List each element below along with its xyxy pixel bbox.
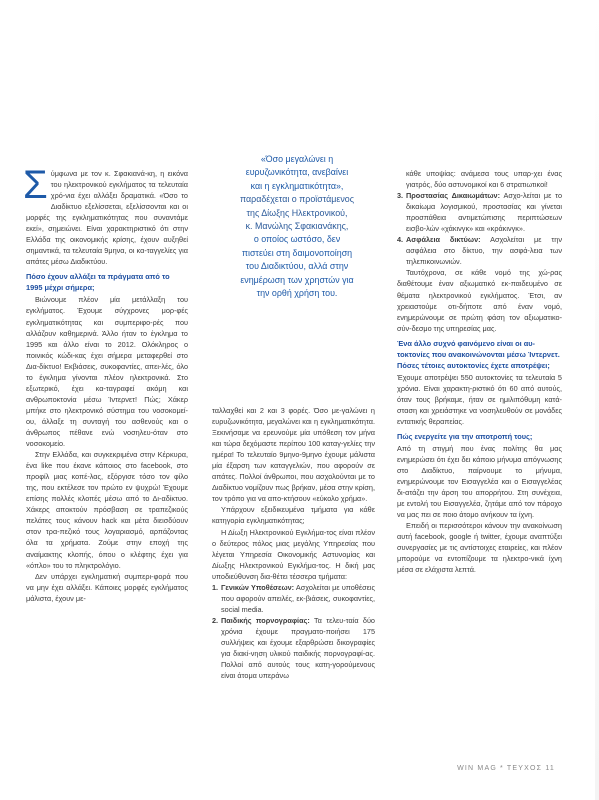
issue-label: ΤΕΥΧΟΣ xyxy=(506,765,543,772)
body-paragraph: Δεν υπάρχει εγκληματική συμπερι-φορά που να μην έχει αλλάξει. Κάποιες μορφές εγκλήματος μάλιστα, έχουν με- xyxy=(26,571,188,603)
department-list-item xyxy=(212,615,375,681)
page-number: 11 xyxy=(545,765,555,772)
list-text: Ασχολείται με την ασφάλεια στο δίκτυο, την ασφά-λεια των τηλεπικοινωνιών. xyxy=(406,235,562,267)
list-label: Προστασίας Δικαιωμάτων: xyxy=(406,191,501,201)
department-list-item xyxy=(212,582,375,615)
question-heading: Ένα άλλο συχνό φαινόμενο είναι οι αυ-τοκτονίες που ανακοινώνονται μέσω Ίντερνετ. Πόσες τέτοιες αυτοκτονίες έχετε αποτρέψει; xyxy=(397,338,560,370)
pull-quote-line: ευρυζωνικότητα, ανεβαίνει xyxy=(245,167,349,178)
list-text: Ασχολείται με υποθέσεις που αφορούν απειλές, εκ-βιάσεις, συκοφαντίες, social media. xyxy=(221,582,376,614)
body-paragraph: ταλλαχθεί και 2 και 3 φορές. Όσο με-γαλώνει η ευρυζωνικότητα, μεγαλώνει και η εγκληματικότητα. Ξεκινήσαμε να ερευνούμε μία υπόθεση τον μήνα και τώρα δεχόμαστε περίπου 100 καταγ-γελίες την ημέρα! Το τελευταίο 9μηνο-9μηνο έχουμε μάλιστα μία έξαρση των καταγγελιών, που αφορούν σε απάτες. Πολλοί άνθρωποι, που ασχολούνται με το Διαδίκτυο νομίζουν πως βρήκαν, μέσα στην κρίση, τον τρόπο για να απο-κτήσουν «εύκολο χρήμα». xyxy=(212,406,375,504)
body-paragraph: Η Δίωξη Ηλεκτρονικού Εγκλήμα-τος είναι πλέον ο δεύτερος πόλος μιας μεγάλης Υπηρεσίας που λέγεται Υπηρεσία Οικονομικής Αστυνομίας και Δίωξης Ηλεκτρονικού Εγκλήμα-τος. Η δική μας υποδιεύθυνση δια-θέτει τέσσερα τμήματα: xyxy=(212,527,375,581)
list-text: Ασχο-λείται με το δικαίωμα λογισμικού, προστασίας και γίνεται προσπάθεια αντιμετώπισης περιπτώσεων εισβο-λών «χάκινγκ» και «κράκινγκ». xyxy=(406,191,562,234)
body-paragraph: Βιώνουμε πλέον μία μετάλλαξη του εγκλήματος. Έχουμε σύγχρονες μορ-φές εγκληματικότητας και συμπεριφο-ρές που αλλάζουν καθημερινά. Άλλο ήταν το έγκλημα το 1995 και άλλο είναι το 2012. Ολόκληρος ο ποινικός κώδι-κας έχει σήμερα μεταφερθεί στο Δια-δίκτυο! Εκβιάσεις, συκοφαντίες, απει-λές, όλο το έγκλημα γίνονται πλέον ηλεκτρονικά. Στο εξωτερικό, έχει κα-ταγραφεί ακόμη και ανθρωποκτονία μέσω Ίντερνετ! Πώς; Χάκερ μπήκε στο ηλεκτρονικό σύστημα του νοσοκομεί-ου, άλλαξε τη συνταγή του ασθενούς και ο άνθρωπος πέθανε ενώ νοσηλευ-όταν στο νοσοκομείο. xyxy=(26,295,188,449)
magazine-name: WIN MAG xyxy=(457,765,497,772)
article-column-2 xyxy=(212,405,375,681)
list-text: Τα τελευ-ταία δύο χρόνια έχουμε πραγματο-ποιήσει 175 συλλήψεις και έχουμε εξαρθρώσει δικογραφίες για διακί-νηση υλικού παιδικής πορνογραφί-ας. Πολλοί από αυτούς τους κατη-γορούμενους είναι άτομα υπεράνω xyxy=(221,615,375,681)
pull-quote-line: της Δίωξης Ηλεκτρονικού, xyxy=(246,207,348,218)
department-list-item xyxy=(397,234,562,267)
pull-quote-line: ενημέρωση των χρηστών για xyxy=(240,274,354,285)
body-paragraph: Έχουμε αποτρέψει 550 αυτοκτονίες τα τελευταία 5 χρόνια. Είναι χαρακτη-ριστικό ότι 60 από αυτούς, όταν τους βρήκαμε, ήταν σε ημιλιπόθυμη κατά-σταση και χρειάστηκε να νοσηλευθούν σε μονάδες εντατικής θεραπείας. xyxy=(397,372,562,426)
body-paragraph: Ταυτόχρονα, σε κάθε νομό της χώ-ρας διαθέτουμε έναν αξιωματικό εκ-παιδευμένο σε θέματα ηλεκτρονικού εγκλήματος. Έτσι, αν χρειαστούμε οτι-δήποτε από έναν νομό, ενημερώνουμε σε πρώτη φάση τον αξιωματικο-σύν-δεσμο της υπηρεσίας μας. xyxy=(397,268,562,333)
list-label: Ασφάλεια δικτύων: xyxy=(406,235,481,245)
intro-paragraph-wrap xyxy=(23,163,188,267)
pull-quote-line: του Διαδικτύου, αλλά στην xyxy=(245,261,349,272)
list-number: 3. xyxy=(397,191,404,201)
department-list-item xyxy=(397,190,562,234)
body-paragraph: κάθε υποψίας: ανάμεσα τους υπαρ-χει ένας γιατρός, δύο αστυνομικοί και 6 στρατιωτικοί! xyxy=(406,169,562,190)
body-paragraph: Υπάρχουν εξειδικευμένα τμήματα για κάθε κατηγορία εγκληματικότητας; xyxy=(212,505,375,526)
question-heading: Πόσο έχουν αλλάξει τα πράγματα από το 1995 μέχρι σήμερα; xyxy=(26,272,170,293)
pull-quote-line: την ορθή χρήση του. xyxy=(256,288,338,299)
question-heading: Πώς ενεργείτε για την αποτροπή τους; xyxy=(397,431,533,441)
list-number: 1. xyxy=(212,582,219,592)
pull-quote-line: πιστεύει στη δαιμονοποίηση xyxy=(241,247,353,258)
footer-separator: * xyxy=(499,765,504,772)
pull-quote-line: και η εγκληματικότητα», xyxy=(250,180,344,191)
article-column-3 xyxy=(397,168,562,576)
pull-quote xyxy=(222,153,372,300)
body-paragraph: Στην Ελλάδα, και συγκεκριμένα στην Κέρκυρα, ένα like που έκανε κάποιος στο facebook, στο προφίλ μιας κοπέ-λας, εξόργισε τόσο τον φίλο της, που εκτέλεσε τον πρώτο εν ψυχρώ! Έχουμε επίσης πολλές κλοπές μέσω από το Δι-αδίκτυο. Χάκερς αποκτούν πρόσβαση σε τραπεζικούς πελάτες τους κάνουν hack και μέτα διεισδύουν στον τρα-πεζικό τους λογαριασμό, αρπάζοντας όλα τα χρήματα. Ζούμε στην εποχή της αναίμακτης κλοπής, όπου ο κλέφτης έχει για «όπλο» του το πληκτρολόγιο. xyxy=(26,450,188,570)
page-edge xyxy=(595,0,599,800)
body-paragraph: Από τη στιγμή που ένας πολίτης θα μας ενημερώσει ότι έχει δει κάποιο μήνυμα απόγνωσης στο Διαδίκτυο, παίρνουμε το μήνυμα, ενημερώνουμε τον Εισαγγελέα και ο Εισαγγελέας δι-ατάζει την άρση του απορρήτου. Στη συνέχεια, με εντολή του Εισαγγελέα, ζητάμε από τον πάροχο να μας πει σε ποιο άτομο ανήκουν τα ίχνη. xyxy=(397,443,562,520)
intro-paragraph: ύμφωνα με τον κ. Σφακιανά-κη, η εικόνα του ηλεκτρονικού εγκλήματος τα τελευταία χρό-νια έχει αλλάξει δραματικά. «Όσο το Διαδίκτυο εξελίσσεται, εξελίσσονται και οι μορφές της εγκληματικότητας που συναντάμε εκεί», σημειώνει. Είναι χαρακτηριστικό ότι στην Ελλάδα της οικονομικής κρίσης, έχουν αυξηθεί σημαντικά, τα τελευταία 9μηνα, οι κα-ταγγελίες για απάτες μέσω Διαδικτύου. xyxy=(26,169,188,267)
pull-quote-line: «Όσο μεγαλώνει η xyxy=(260,154,334,164)
pull-quote-line: κ. Μανώλης Σφακιανάκης, xyxy=(245,221,349,232)
body-paragraph: Επειδή οι περισσότεροι κάνουν την ανακοίνωση αυτή facebook, google ή twitter, έχουμε αναπτύξει συνεργασίες με τις αντίστοιχες εταιρείες, και πλέον μπορούμε να εντοπίζουμε τα ηλεκτρο-νικά ίχνη μέσα σε ελάχιστα λεπτά. xyxy=(397,521,562,575)
drop-cap: Σ xyxy=(23,163,48,207)
pull-quote-line: παραδέχεται ο προϊστάμενος xyxy=(240,194,354,205)
article-column-1 xyxy=(23,163,188,604)
pull-quote-line: ο οποίος ωστόσο, δεν xyxy=(253,234,341,245)
list-label: Γενικών Υποθέσεων: xyxy=(221,582,295,592)
list-number: 4. xyxy=(397,235,404,245)
list-label: Παιδικής πορνογραφίας: xyxy=(221,615,310,625)
list-number: 2. xyxy=(212,615,219,625)
page-footer xyxy=(457,765,555,772)
